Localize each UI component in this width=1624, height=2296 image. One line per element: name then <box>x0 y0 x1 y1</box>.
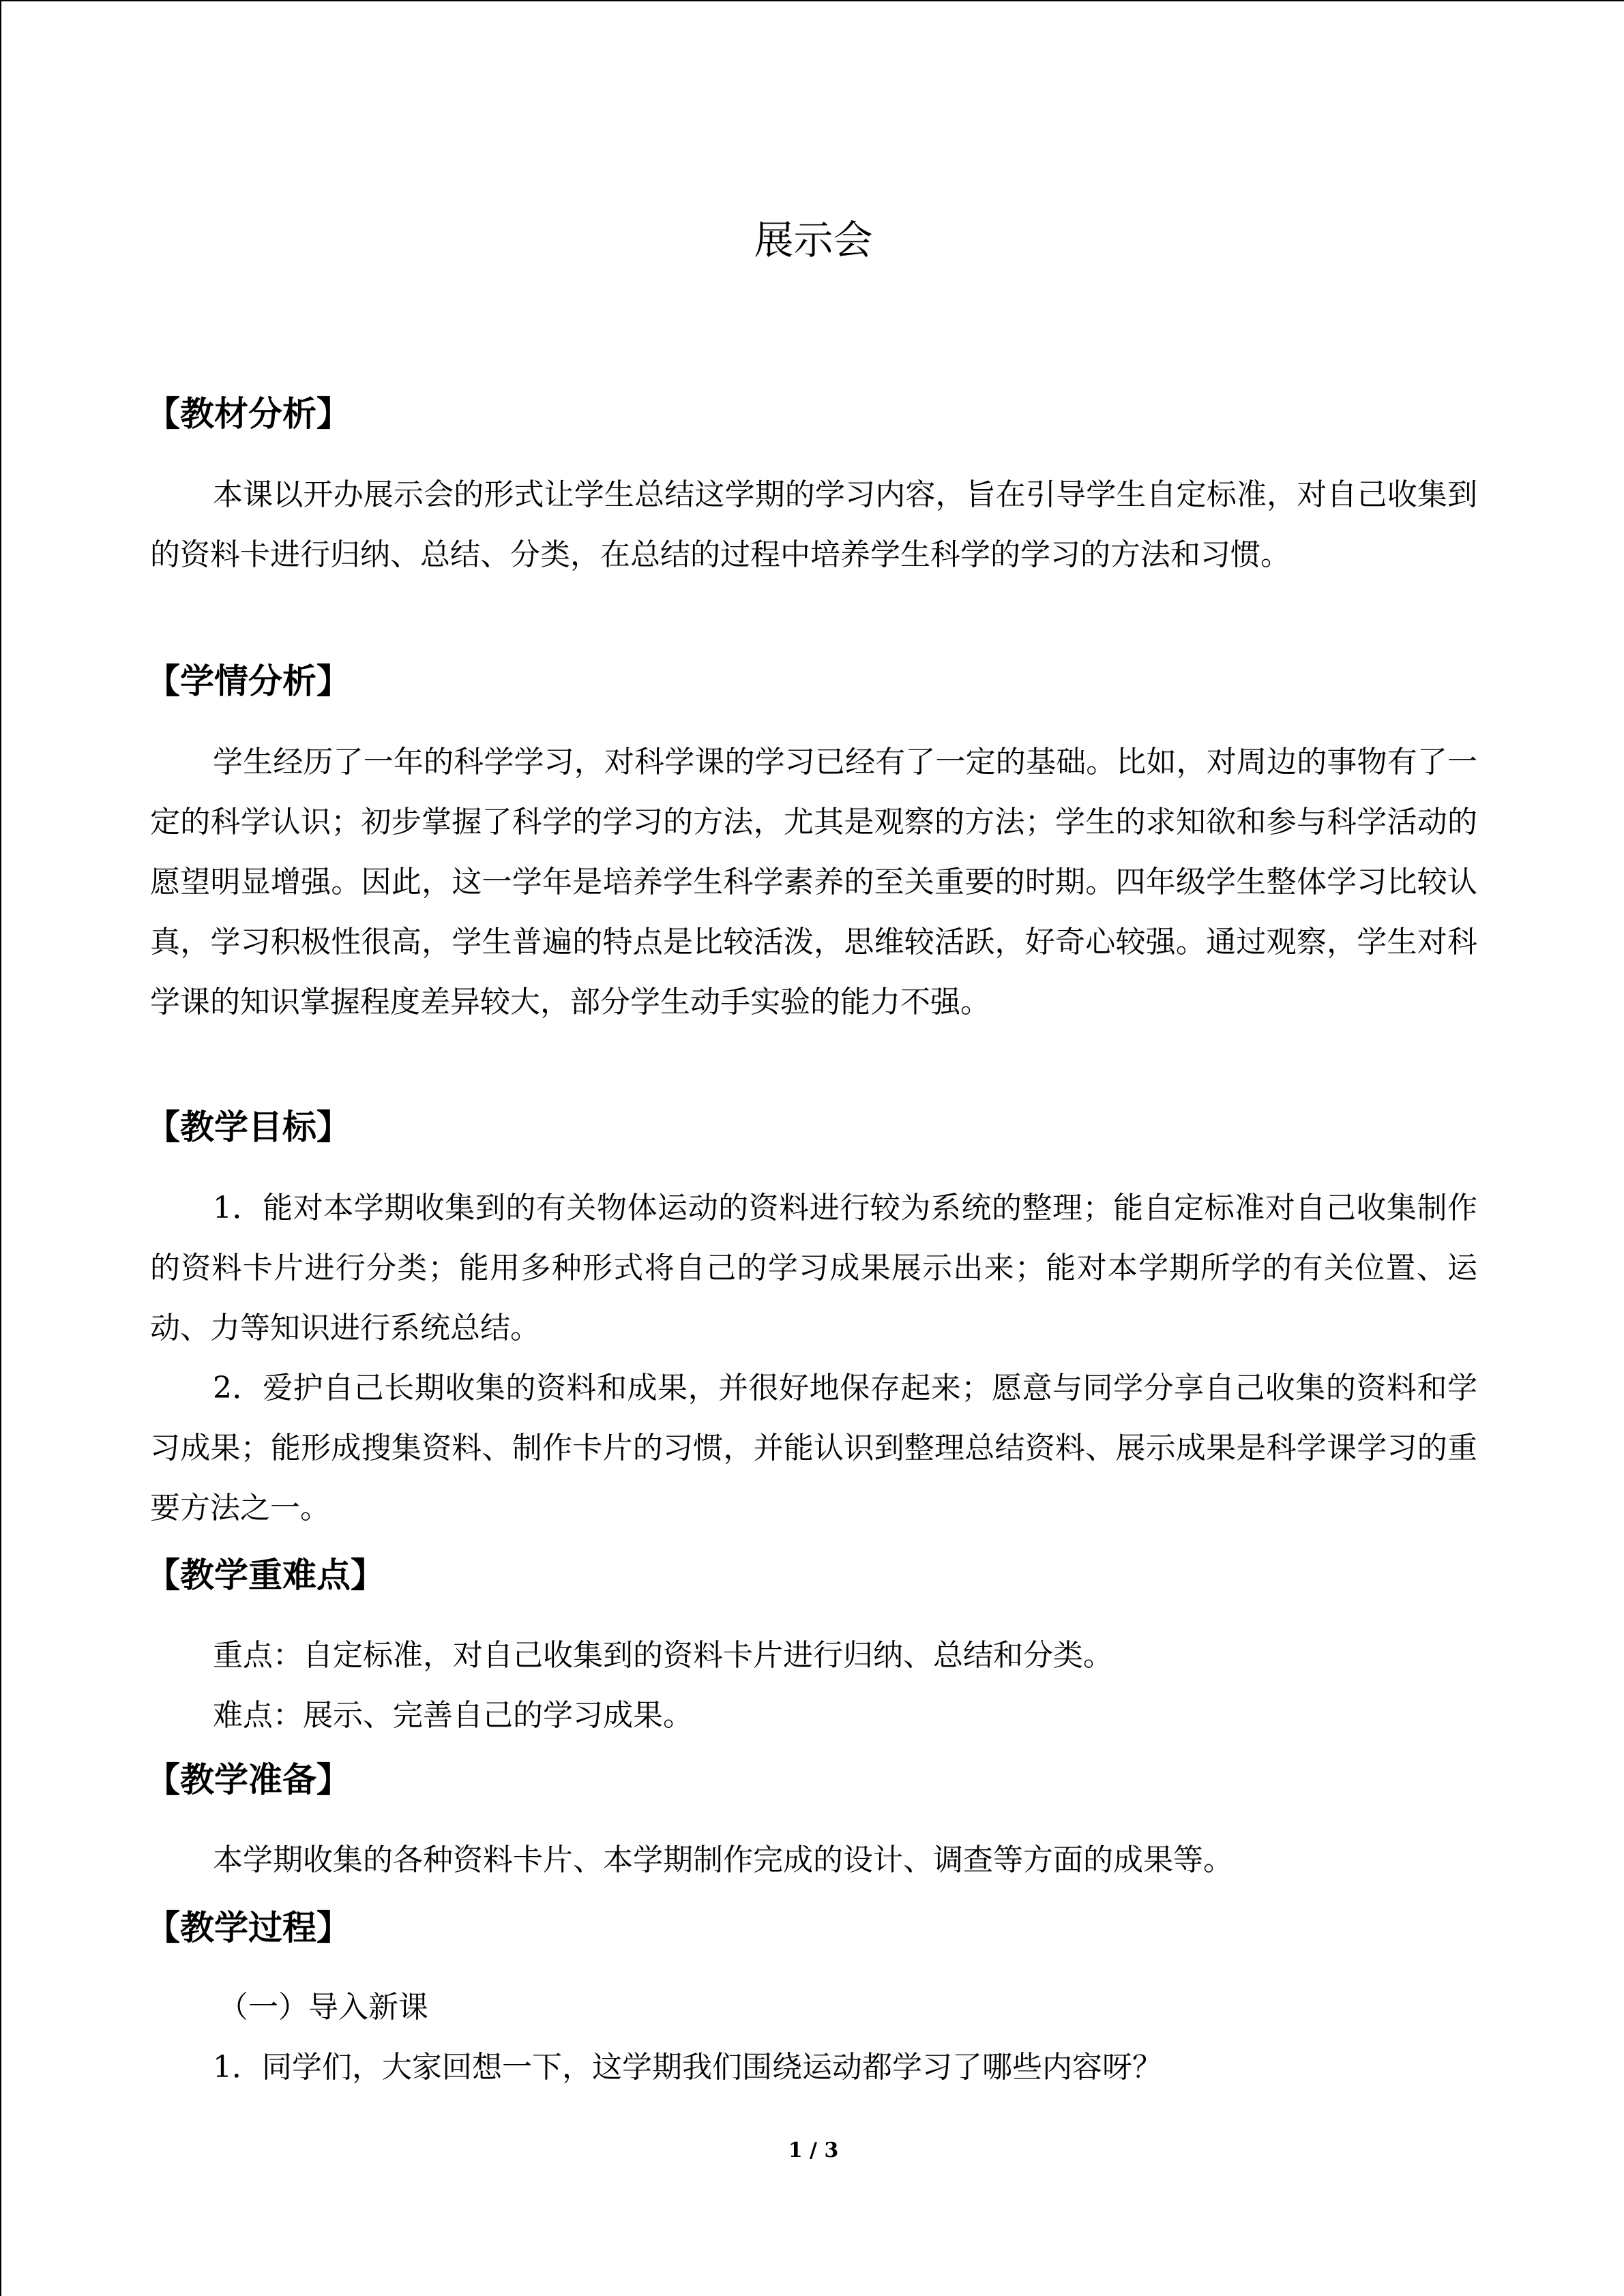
process-item-1: 1．同学们，大家回想一下，这学期我们围绕运动都学习了哪些内容呀？ <box>213 2050 1162 2085</box>
heading-preparation: 【教学准备】 <box>146 1760 351 1800</box>
process-subheading: （一）导入新课 <box>218 1990 428 2025</box>
heading-student-analysis: 【学情分析】 <box>146 661 351 701</box>
goal-item-1: 1．能对本学期收集到的有关物体运动的资料进行较为系统的整理；能自定标准对自己收集制作的资料卡片进行分类；能用多种形式将自己的学习成果展示出来；能对本学期所学的有关位置、运动、力等知识进行系统总结。 <box>150 1191 1477 1345</box>
goal-item-2: 2．爱护自己长期收集的资料和成果，并很好地保存起来；愿意与同学分享自己收集的资料和学习成果；能形成搜集资料、制作卡片的习惯，并能认识到整理总结资料、展示成果是科学课学习的重要方法之一。 <box>150 1371 1477 1525</box>
difficulty-text: 难点：展示、完善自己的学习成果。 <box>213 1698 693 1733</box>
key-point-text: 重点：自定标准，对自己收集到的资料卡片进行归纳、总结和分类。 <box>213 1638 1113 1673</box>
heading-teaching-goals: 【教学目标】 <box>146 1107 351 1147</box>
heading-process: 【教学过程】 <box>146 1908 351 1948</box>
heading-material-analysis: 【教材分析】 <box>146 394 351 434</box>
paragraph-material-analysis: 本课以开办展示会的形式让学生总结这学期的学习内容，旨在引导学生自定标准，对自己收集到的资料卡进行归纳、总结、分类，在总结的过程中培养学生科学的学习的方法和习惯。 <box>150 477 1477 572</box>
page-title: 展示会 <box>754 217 873 263</box>
heading-key-points: 【教学重难点】 <box>146 1555 385 1595</box>
preparation-text: 本学期收集的各种资料卡片、本学期制作完成的设计、调查等方面的成果等。 <box>213 1843 1233 1877</box>
page-number: 1 / 3 <box>788 2138 839 2162</box>
paragraph-student-analysis: 学生经历了一年的科学学习，对科学课的学习已经有了一定的基础。比如，对周边的事物有了一定的科学认识；初步掌握了科学的学习的方法，尤其是观察的方法；学生的求知欲和参与科学活动的愿望明显增强。因此，这一学年是培养学生科学素养的至关重要的时期。四年级学生整体学习比较认真，学习积极性很高，学生普遍的特点是比较活泼，思维较活跃，好奇心较强。通过观察，学生对科学课的知识掌握程度差异较大，部分学生动手实验的能力不强。 <box>150 745 1477 1019</box>
